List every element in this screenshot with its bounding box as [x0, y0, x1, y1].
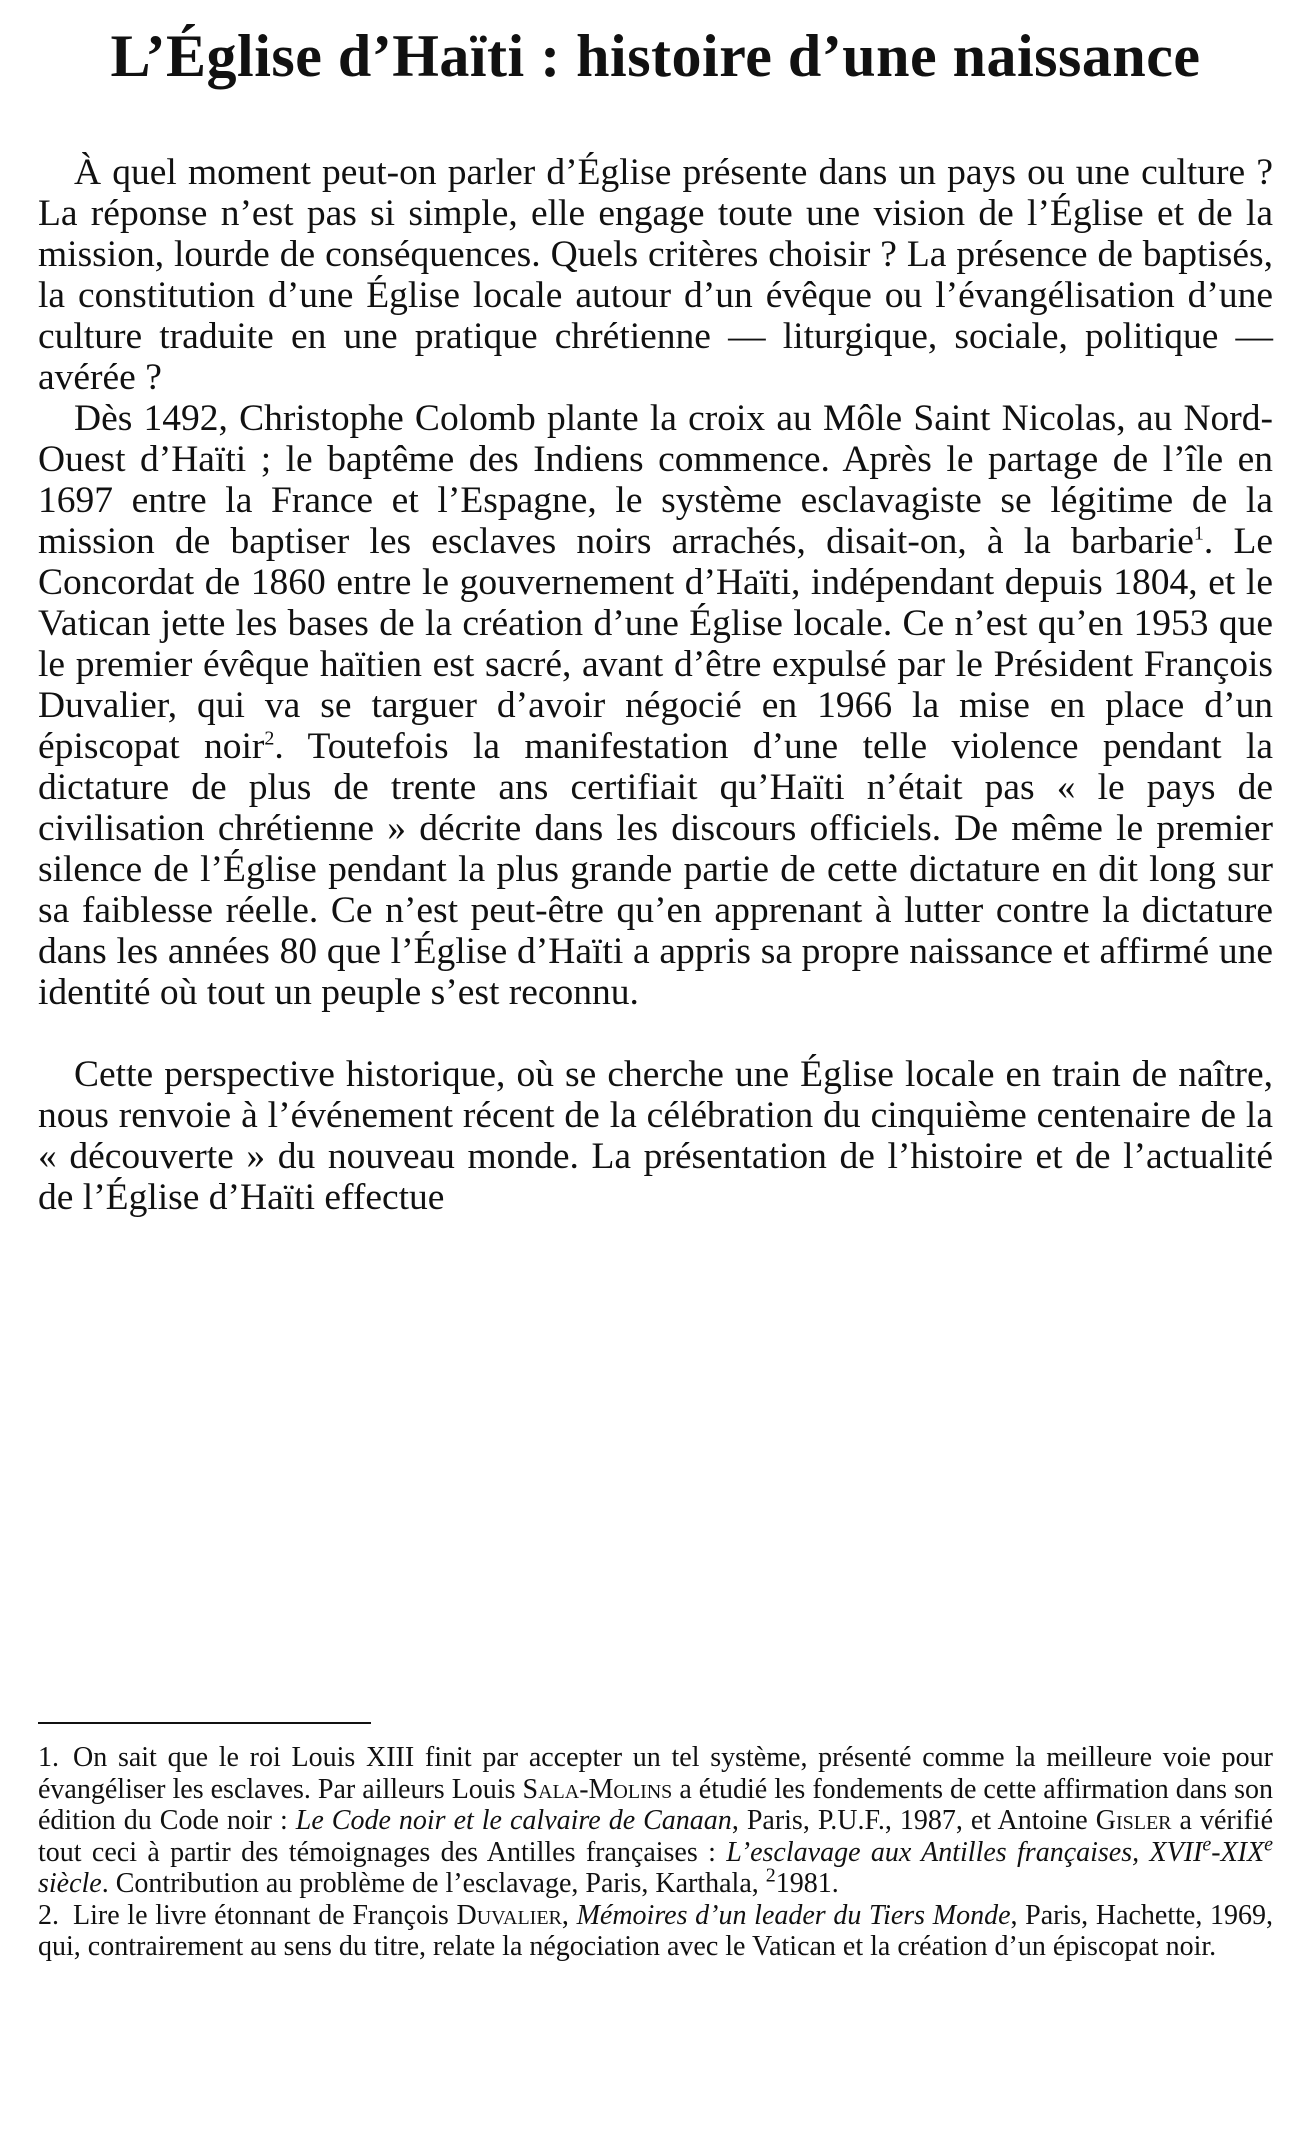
footnote-2-number: 2.	[38, 1899, 59, 1931]
book-title-memoires: Mémoires d’un leader du Tiers Monde	[576, 1899, 1011, 1931]
footnote-ref-1[interactable]: 1	[1193, 522, 1204, 545]
footnote-1-text-e: . Contribution au problème de l’esclavage, Paris, Karthala,	[101, 1868, 766, 1899]
book-title-code-noir: Le Code noir et le calvaire de Canaan	[295, 1805, 732, 1836]
footnote-1-text-b: a étudié les fondements de cette affirmation dans son édition du Code noir :	[38, 1773, 1273, 1836]
paragraph-2	[38, 398, 1273, 1013]
author-gisler: Gisler	[1095, 1805, 1172, 1836]
footnote-1-text-f: 1981.	[775, 1868, 839, 1899]
paragraph-2-part-c: . Toutefois la manifestation d’une telle violence pendant la dictature de plus de trente ans certifiait qu’Haïti n’était pas « le pays de civilisation chrétienne » décrite dans les discours officiels. De même le premier silence de l’Église pendant la plus grande partie de cette dictature en dit long sur sa faiblesse réelle. Ce n’est peut-être qu’en apprenant à lutter contre la dictature dans les années 80 que l’Église d’Haïti a appris sa propre naissance et affirmé une identité où tout un peuple s’est reconnu.	[38, 726, 1273, 1013]
footnote-2-text-b: ,	[561, 1899, 577, 1931]
edition-superscript: 2	[765, 1864, 776, 1887]
paragraph-2-part-b: . Le Concordat de 1860 entre le gouvernement d’Haïti, indépendant depuis 1804, et le Vatican jette les bases de la création d’une Église locale. Ce n’est qu’en 1953 que le premier évêque haïtien est sacré, avant d’être expulsé par le Président François Duvalier, qui va se targuer d’avoir négocié en 1966 la mise en place d’un épiscopat noir	[38, 521, 1273, 767]
superscript-e-1: e	[1202, 1833, 1212, 1856]
footnote-1-text-d: a vérifié tout ceci à partir des témoignages des Antilles françaises :	[38, 1805, 1274, 1868]
footnote-2-text-a: Lire le livre étonnant de François	[73, 1899, 457, 1931]
paragraph-3: Cette perspective historique, où se cherche une Église locale en train de naître, nous renvoie à l’événement récent de la célébration du cinquième centenaire de la « découverte » du nouveau monde. La présentation de l’histoire et de l’actualité de l’Église d’Haïti effectue	[38, 1054, 1273, 1218]
footnote-1-number: 1.	[38, 1742, 59, 1773]
footnote-1	[38, 1742, 1273, 1900]
footnote-1-text-c: , Paris, P.U.F., 1987, et Antoine	[731, 1805, 1096, 1836]
footnote-2-text-c: , Paris, Hachette, 1969, qui, contrairement au sens du titre, relate la négociation avec le Vatican et la création d’un épiscopat noir.	[38, 1899, 1274, 1962]
paragraph-1: À quel moment peut-on parler d’Église présente dans un pays ou une culture ? La réponse n’est pas si simple, elle engage toute une vision de l’Église et de la mission, lourde de conséquences. Quels critères choisir ? La présence de baptisés, la constitution d’une Église locale autour d’un évêque ou l’évangélisation d’une culture traduite en une pratique chrétienne — liturgique, sociale, politique — avérée ?	[38, 152, 1273, 398]
page-title: L’Église d’Haïti : histoire d’une naissance	[110, 23, 1201, 89]
author-sala-molins: Sala-Molins	[522, 1773, 673, 1805]
footnote-ref-2[interactable]: 2	[264, 727, 275, 750]
paragraph-2-part-a: Dès 1492, Christophe Colomb plante la croix au Môle Saint Nicolas, au Nord-Ouest d’Haïti ; le baptême des Indiens commence. Après le partage de l’île en 1697 entre la France et l’Espagne, le système esclavagiste se légitime de la mission de baptiser les esclaves noirs arrachés, disait-on, à la barbarie	[38, 398, 1273, 562]
footnote-1-text-a: On sait que le roi Louis XIII finit par accepter un tel système, présenté comme la meilleure voie pour évangéliser les esclaves. Par ailleurs Louis	[38, 1742, 1273, 1805]
superscript-e-2: e	[1264, 1833, 1273, 1856]
footnotes	[38, 1742, 1273, 1963]
footnote-2	[38, 1900, 1273, 1963]
book-title-esclavage-b: -XIX	[1211, 1836, 1265, 1868]
book-title-esclavage-a: L’esclavage aux Antilles françaises, XVII	[726, 1836, 1203, 1868]
main-text	[38, 152, 1273, 1218]
author-duvalier: Duvalier	[456, 1899, 562, 1931]
book-title-esclavage-c: siècle	[38, 1868, 102, 1899]
footnote-separator	[38, 1722, 371, 1724]
